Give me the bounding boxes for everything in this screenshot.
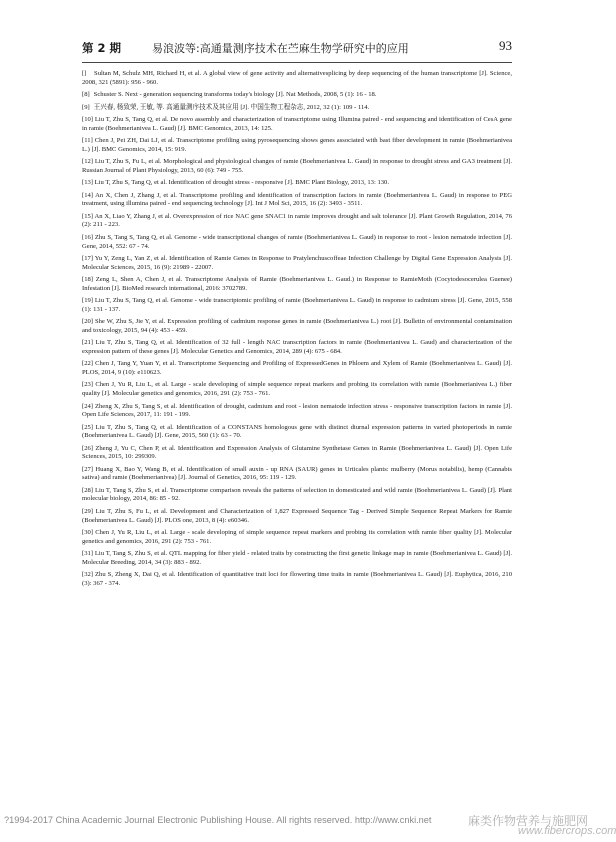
reference-number: [ 9 ]	[82, 104, 92, 113]
reference-number: [ 26 ]	[82, 445, 93, 454]
reference-text: Zhu S, Zheng X, Dai Q, et al. Identification of quantitative trait loci for flowering time traits in ramie (Boehmerianivea L. Gaud) [J]. Euphytica, 2016, 210 (3): 367 - 374.	[82, 571, 513, 587]
reference-number: [ 15 ]	[82, 213, 93, 222]
reference-number: [ 11 ]	[82, 137, 93, 146]
reference-number: [ 17 ]	[82, 255, 93, 264]
reference-number: [ 12 ]	[82, 158, 93, 167]
reference-text: Zheng X, Zhu S, Tang S, et al. Identification of drought, cadmium and root - lesion nematode infection stress - responsive transcription factors in ramie [J]. Open Life Sciences, 2017, 11: 191 - 199.	[82, 402, 512, 419]
reference-item	[82, 91, 512, 100]
reference-number: [ 32 ]	[82, 571, 93, 580]
reference-number: [ 25 ]	[82, 424, 93, 433]
reference-number: [ 31 ]	[82, 550, 93, 559]
reference-list	[82, 70, 512, 592]
reference-number: [ 13 ]	[82, 179, 93, 188]
reference-number: [ 28 ]	[82, 487, 93, 496]
reference-text: Liu T, Zhu S, Fu L, et al. Development and Characterization of 1,827 Expressed Sequence Tag - Derived Simple Sequence Repeat Markers for Ramie (Boehmerianivea L. Gaud) [J]. PLOS one, 2013, 8 (4): e60346.	[82, 507, 512, 524]
reference-text: Sultan M, Schulz MH, Richard H, et al. A global view of gene activity and alternativesplicing by deep sequencing of the human transcriptome [J]. Science, 2008, 321 (5891): 956 - 960.	[82, 70, 512, 86]
reference-text: Chen J, Tang Y, Yuan Y, et al. Transcriptome Sequencing and Profiling of ExpressedGenes in Phloem and Xylem of Ramie (Boehmerianivea L. Gaud) [J]. PLOS, 2014, 9 (10): e110623.	[82, 360, 513, 376]
reference-number: [ 20 ]	[82, 318, 93, 327]
reference-text: Zeng L, Shen A, Chen J, et al. Transcriptome Analysis of Ramie (Boehmerianivea L. Gaud.) in Response to RamieMoth (Cocytodesocerulea Guenee) Infestation [J]. BioMed research international, 2016: 3702789.	[82, 276, 513, 292]
issue-label: 第 2 期	[82, 41, 122, 55]
reference-number: [ 30 ]	[82, 529, 93, 538]
reference-text: Chen J, Yu R, Liu L, et al. Large - scale developing of simple sequence repeat markers and probing its correlation with ramie fiber quality [J]. Molecular genetics and genomics, 2016, 291 (2): 753 - 761.	[82, 529, 513, 545]
reference-item	[82, 116, 512, 133]
reference-text: Schuster S. Next - generation sequencing transforms today's biology [J]. Nat Methods, 2008, 5 (1): 16 - 18.	[93, 91, 377, 99]
reference-item	[82, 466, 512, 483]
reference-text: Zhu S, Tang S, Tang Q, et al. Genome - wide transcriptional changes of ramie (Boehmerianivea L. Gaud) in response to root - lesion nematode infection [J]. Gene, 2014, 552: 67 - 74.	[82, 233, 512, 250]
reference-text: Liu T, Zhu S, Tang Q, et al. Identification of drought stress - responsive [J]. BMC Plant Biology, 2013, 13: 130.	[94, 179, 389, 187]
reference-item	[82, 381, 512, 398]
reference-item	[82, 297, 512, 314]
reference-item	[82, 318, 512, 335]
reference-item	[82, 424, 512, 441]
reference-item	[82, 529, 512, 546]
page-number: 93	[499, 38, 512, 53]
reference-number: [ 23 ]	[82, 381, 93, 390]
reference-number	[82, 70, 92, 79]
reference-number: [ 22 ]	[82, 360, 93, 369]
reference-text: Liu T, Tang S, Zhu S, et al. Transcriptome comparison reveals the patterns of selection in domesticated and wild ramie (Boehmerianivea L. Gaud) [J]. Plant molecular biology, 2014, 86: 85 - 92.	[82, 486, 512, 503]
watermark-text: 麻类作物营养与施肥网	[468, 814, 589, 828]
reference-text: Chen J, Yu R, Liu L, et al. Large - scale developing of simple sequence repeat markers and probing its correlation with ramie (Boehmerianivea L.) fiber quality [J]. Molecular genetics and genomics, 2016, 291 (2): 753 - 761.	[82, 381, 512, 398]
reference-number: [ 27 ]	[82, 466, 93, 475]
reference-item	[82, 137, 512, 154]
reference-number: [ 29 ]	[82, 508, 93, 517]
reference-text: An X, Chen J, Zhang J, et al. Transcriptome profiling and identification of transcription factors in ramie (Boehmerianivea L. Gaud) in response to PEG treatment, using illumina paired - end sequencing technology [J]. Int J Mol Sci, 2015, 16 (2): 3493 - 3511.	[82, 191, 512, 208]
reference-text: Liu T, Zhu S, Tang Q, et al. Genome - wide transcriptomic profiling of ramie (Boehmerianivea L. Gaud) in response to cadmium stress [J]. Gene, 2015, 558 (1): 131 - 137.	[82, 297, 513, 313]
reference-text: An X, Liao Y, Zhang J, et al. Overexpression of rice NAC gene SNAC1 in ramie improves drought and salt tolerance [J]. Plant Growth Regulation, 2014, 76 (2): 211 - 223.	[82, 212, 512, 229]
reference-text: 王兴春, 杨致荣, 王敏, 等. 高通量测序技术及其应用 [J]. 中国生物工程杂志, 2012, 32 (1): 109 - 114.	[93, 103, 370, 111]
reference-text: Liu T, Zhu S, Fu L, et al. Morphological and physiological changes of ramie (Boehmerianivea L. Gaud) in response to drought stress and GA3 treatment [J]. Russian Journal of Plant Physiology, 2013, 60 (6): 749 - 755.	[82, 158, 512, 174]
reference-number: [ 24 ]	[82, 403, 93, 412]
page-header	[82, 38, 512, 60]
reference-item	[82, 360, 512, 377]
reference-text: Zheng J, Yu C, Chen P, et al. Identification and Expression Analysis of Glutamine Synthetase Genes in Ramie (Boehmerianivea L. Gaud) [J]. Open Life Sciences, 2015, 10: 299309.	[82, 444, 513, 461]
reference-item	[82, 550, 512, 567]
reference-item	[82, 213, 512, 230]
reference-item	[82, 571, 512, 588]
reference-item	[82, 255, 512, 272]
reference-item	[82, 276, 512, 293]
reference-item	[82, 403, 512, 420]
reference-text: Liu T, Zhu S, Tang Q, et al. De novo assembly and characterization of transcriptome using Illumina paired - end sequencing and identification of CesA gene in ramie (Boehmerianivea L. Gaud) [J]. BMC Genomics, 2013, 14: 125.	[82, 116, 512, 132]
reference-item	[82, 508, 512, 525]
reference-item	[82, 158, 512, 175]
reference-text: She W, Zhu S, Jie Y, et al. Expression profiling of cadmium response genes in ramie (Boehmerianivea L.) root [J]. Bulletin of environmental contamination and toxicology, 2015, 94 (4): 453 - 459.	[82, 318, 513, 334]
running-title: 易浪波等:高通量测序技术在苎麻生物学研究中的应用	[152, 42, 409, 55]
reference-text: Liu T, Tang S, Zhu S, et al. QTL mapping for fiber yield - related traits by constructing the first genetic linkage map in ramie (Boehmerianivea L. Gaud) [J]. Molecular Breeding, 2014, 34 (3): 883 - 892.	[82, 550, 513, 566]
reference-number: [ 14 ]	[82, 192, 93, 201]
copyright-notice: ?1994-2017 China Academic Journal Electronic Publishing House. All rights reserved. http://www.cnki.net	[4, 815, 432, 825]
reference-number: [ 10 ]	[82, 116, 93, 125]
reference-item	[82, 234, 512, 251]
reference-number: [ 8 ]	[82, 91, 92, 100]
watermark-url: www.fibercrops.com	[518, 825, 616, 837]
reference-item	[82, 445, 512, 462]
reference-text: Chen J, Pei ZH, Dai LJ, et al. Transcriptome profiling using pyrosequencing shows genes associated with bast fiber development in ramie (Boehmerianivea L.) [J]. BMC Genomics, 2014, 15: 919.	[82, 137, 512, 153]
reference-text: Huang X, Bao Y, Wang B, et al. Identification of small auxin - up RNA (SAUR) genes in Urticales plants: mulberry (Morus notabilis), hemp (Cannabis sativa) and ramie (Boehmerianivea) [J]. Journal of Genetics, 2016, 95: 119 - 129.	[82, 465, 512, 482]
reference-item	[82, 192, 512, 209]
reference-item	[82, 70, 512, 87]
header-rule	[82, 62, 512, 63]
reference-number: [ 21 ]	[82, 339, 93, 348]
reference-number: [ 18 ]	[82, 276, 93, 285]
reference-text: Liu T, Zhu S, Tang Q, et al. Identification of 32 full - length NAC transcription factors in ramie (Boehmerianivea L. Gaud) and characterization of the expression pattern of these genes [J]. Molecular Genetics and Genomics, 2014, 289 (4): 675 - 684.	[82, 339, 512, 355]
reference-item	[82, 104, 512, 113]
reference-text: Yu Y, Zeng L, Yan Z, et al. Identification of Ramie Genes in Response to Pratylenchuscoffeae Infection Challenge by Digital Gene Expression Analysis [J]. Molecular Sciences, 2015, 16 (9): 21989 - 22007.	[82, 255, 512, 271]
page-footer	[0, 812, 616, 842]
reference-number: [ 19 ]	[82, 297, 93, 306]
reference-item	[82, 179, 512, 188]
reference-text: Liu T, Zhu S, Tang Q, et al. Identification of a CONSTANS homologous gene with distinct diurnal expression patterns in varied photoperiods in ramie (Boehmerianivea L. Gaud) [J]. Gene, 2015, 560 (1): 63 - 70.	[82, 423, 512, 440]
reference-item	[82, 487, 512, 504]
reference-number: [ 16 ]	[82, 234, 93, 243]
reference-item	[82, 339, 512, 356]
